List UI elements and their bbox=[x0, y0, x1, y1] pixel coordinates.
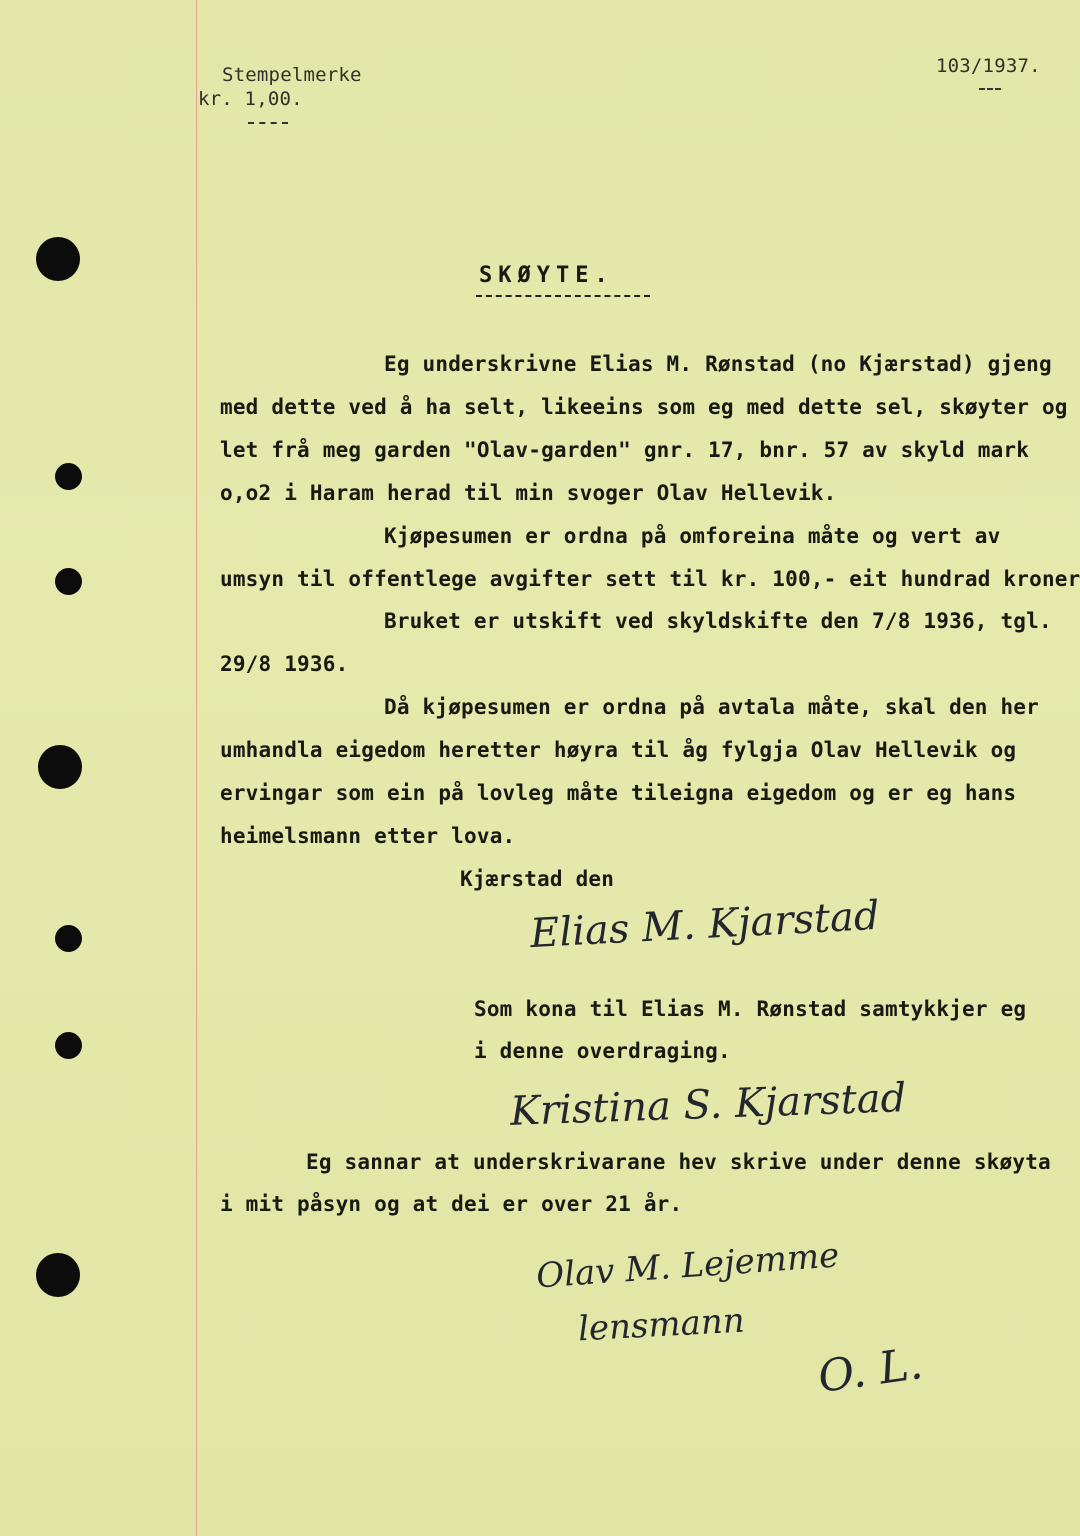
punch-hole bbox=[55, 568, 82, 595]
body-line: ervingar som ein på lovleg måte tileigna eigedom og er eg hans bbox=[220, 781, 1017, 805]
body-line: Eg underskrivne Elias M. Rønstad (no Kjærstad) gjeng bbox=[384, 352, 1052, 376]
stamp-underline bbox=[248, 122, 288, 124]
record-underline bbox=[979, 88, 1001, 90]
signature-witness-title: lensmann bbox=[577, 1300, 746, 1350]
signature-wife: Kristina S. Kjarstad bbox=[509, 1075, 907, 1135]
punch-hole bbox=[55, 925, 82, 952]
title-underline bbox=[476, 295, 650, 297]
punch-hole bbox=[55, 1032, 82, 1059]
signature-seller: Elias M. Kjarstad bbox=[529, 892, 881, 958]
punch-hole bbox=[36, 237, 80, 281]
body-line: Kjøpesumen er ordna på omforeina måte og vert av bbox=[384, 524, 1001, 548]
consent-line: i denne overdraging. bbox=[474, 1039, 731, 1063]
initials: O. L. bbox=[814, 1337, 926, 1404]
document-title: SKØYTE. bbox=[479, 263, 614, 288]
consent-line: Som kona til Elias M. Rønstad samtykkjer eg bbox=[474, 997, 1027, 1021]
punch-hole bbox=[55, 463, 82, 490]
body-line: umsyn til offentlege avgifter sett til kr. 100,- eit hundrad kroner bbox=[220, 567, 1080, 591]
body-line: Då kjøpesumen er ordna på avtala måte, skal den her bbox=[384, 695, 1039, 719]
witness-line: Eg sannar at underskrivarane hev skrive under denne skøyta bbox=[306, 1150, 1051, 1174]
body-line: heimelsmann etter lova. bbox=[220, 824, 516, 848]
place-date-line: Kjærstad den bbox=[460, 867, 615, 891]
punch-hole bbox=[38, 745, 82, 789]
signature-witness: Olav M. Lejemme bbox=[534, 1235, 841, 1297]
stamp-label: Stempelmerke bbox=[222, 64, 362, 86]
body-line: med dette ved å ha selt, likeeins som eg med dette sel, skøyter og bbox=[220, 395, 1068, 419]
record-number: 103/1937. bbox=[936, 55, 1041, 77]
body-line: umhandla eigedom heretter høyra til åg fylgja Olav Hellevik og bbox=[220, 738, 1017, 762]
stamp-value: kr. 1,00. bbox=[198, 88, 303, 110]
punch-hole bbox=[36, 1253, 80, 1297]
body-line: 29/8 1936. bbox=[220, 652, 349, 676]
witness-line: i mit påsyn og at dei er over 21 år. bbox=[220, 1192, 683, 1216]
body-line: o,o2 i Haram herad til min svoger Olav Hellevik. bbox=[220, 481, 837, 505]
body-line: let frå meg garden "Olav-garden" gnr. 17, bnr. 57 av skyld mark bbox=[220, 438, 1030, 462]
body-line: Bruket er utskift ved skyldskifte den 7/8 1936, tgl. bbox=[384, 609, 1052, 633]
margin-line bbox=[196, 0, 197, 1536]
